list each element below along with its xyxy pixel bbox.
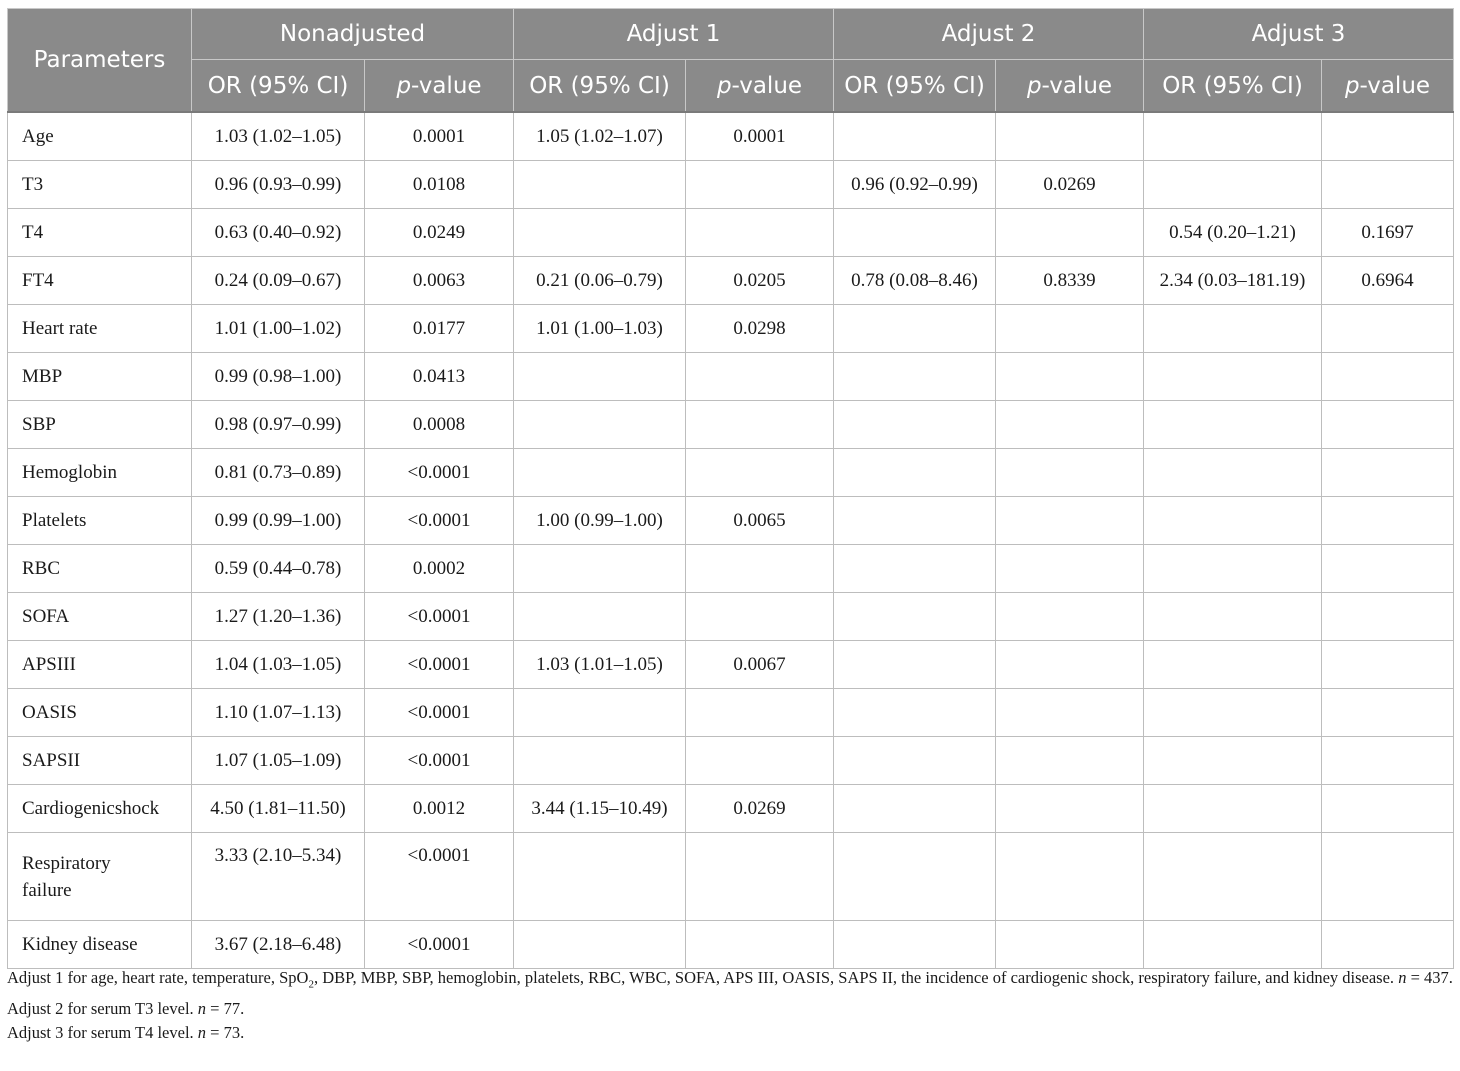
or-ci-cell bbox=[834, 545, 996, 593]
or-ci-cell: 1.04 (1.03–1.05) bbox=[192, 641, 365, 689]
or-ci-cell: 1.10 (1.07–1.13) bbox=[192, 689, 365, 737]
parameter-name: Heart rate bbox=[8, 305, 192, 353]
p-value-cell bbox=[686, 737, 834, 785]
or-ci-cell bbox=[834, 353, 996, 401]
header-p-value: p-value bbox=[996, 60, 1144, 113]
p-value-cell bbox=[1322, 497, 1454, 545]
p-value-cell: 0.0065 bbox=[686, 497, 834, 545]
header-p-value: p-value bbox=[686, 60, 834, 113]
header-group-adjust-3: Adjust 3 bbox=[1144, 9, 1454, 60]
p-value-cell: 0.0205 bbox=[686, 257, 834, 305]
p-value-cell bbox=[996, 641, 1144, 689]
or-ci-cell: 1.01 (1.00–1.02) bbox=[192, 305, 365, 353]
header-p-value: p-value bbox=[365, 60, 514, 113]
p-value-cell bbox=[1322, 305, 1454, 353]
table-row bbox=[8, 689, 1454, 737]
header-group-nonadjusted: Nonadjusted bbox=[192, 9, 514, 60]
p-value-cell bbox=[996, 785, 1144, 833]
p-value-cell bbox=[996, 593, 1144, 641]
or-ci-cell: 1.03 (1.02–1.05) bbox=[192, 112, 365, 161]
footnote-adjust-1: Adjust 1 for age, heart rate, temperature, SpO$_2$, DBP, MBP, SBP, hemoglobin, platelets, RBC, WBC, SOFA, APS III, OASIS, SAPS II, the incidence of cardiogenic shock, respiratory failure, and kidney disease. n = 437. bbox=[7, 968, 1453, 991]
or-ci-cell: 0.99 (0.99–1.00) bbox=[192, 497, 365, 545]
or-ci-cell bbox=[1144, 737, 1322, 785]
p-value-cell bbox=[996, 209, 1144, 257]
parameter-name: SAPSII bbox=[8, 737, 192, 785]
or-ci-cell bbox=[514, 209, 686, 257]
p-value-cell bbox=[996, 401, 1144, 449]
or-ci-cell bbox=[834, 689, 996, 737]
p-value-cell bbox=[686, 353, 834, 401]
header-or-ci: OR (95% CI) bbox=[514, 60, 686, 113]
or-ci-cell: 0.59 (0.44–0.78) bbox=[192, 545, 365, 593]
or-ci-cell: 3.33 (2.10–5.34) bbox=[192, 833, 365, 921]
p-value-cell: 0.1697 bbox=[1322, 209, 1454, 257]
parameter-name: MBP bbox=[8, 353, 192, 401]
or-ci-cell bbox=[834, 305, 996, 353]
or-ci-cell bbox=[1144, 833, 1322, 921]
p-value-cell bbox=[996, 689, 1144, 737]
table-row bbox=[8, 921, 1454, 969]
p-value-cell bbox=[686, 593, 834, 641]
table-row bbox=[8, 305, 1454, 353]
p-value-cell bbox=[1322, 545, 1454, 593]
parameter-name: T4 bbox=[8, 209, 192, 257]
parameter-name: Kidney disease bbox=[8, 921, 192, 969]
p-value-cell: 0.0001 bbox=[686, 112, 834, 161]
or-ci-cell: 1.27 (1.20–1.36) bbox=[192, 593, 365, 641]
p-value-cell bbox=[686, 689, 834, 737]
table-row bbox=[8, 641, 1454, 689]
or-ci-cell bbox=[514, 737, 686, 785]
p-value-cell bbox=[996, 833, 1144, 921]
p-value-cell: <0.0001 bbox=[365, 449, 514, 497]
p-value-cell: <0.0001 bbox=[365, 497, 514, 545]
p-value-cell: <0.0001 bbox=[365, 641, 514, 689]
parameter-name: Cardiogenicshock bbox=[8, 785, 192, 833]
p-value-cell: 0.0298 bbox=[686, 305, 834, 353]
p-value-cell bbox=[996, 305, 1144, 353]
table-row bbox=[8, 353, 1454, 401]
p-value-cell bbox=[686, 209, 834, 257]
parameter-name: Hemoglobin bbox=[8, 449, 192, 497]
table-row bbox=[8, 497, 1454, 545]
or-ci-cell bbox=[1144, 497, 1322, 545]
parameter-name: SOFA bbox=[8, 593, 192, 641]
table-row bbox=[8, 593, 1454, 641]
table-row bbox=[8, 785, 1454, 833]
or-ci-cell: 1.03 (1.01–1.05) bbox=[514, 641, 686, 689]
or-ci-cell bbox=[514, 545, 686, 593]
p-value-cell bbox=[996, 112, 1144, 161]
or-ci-cell: 2.34 (0.03–181.19) bbox=[1144, 257, 1322, 305]
or-ci-cell: 0.54 (0.20–1.21) bbox=[1144, 209, 1322, 257]
or-ci-cell bbox=[834, 737, 996, 785]
or-ci-cell: 0.99 (0.98–1.00) bbox=[192, 353, 365, 401]
p-value-cell: <0.0001 bbox=[365, 593, 514, 641]
parameter-name: SBP bbox=[8, 401, 192, 449]
odds-ratio-table bbox=[7, 8, 1454, 969]
p-value-cell: 0.0067 bbox=[686, 641, 834, 689]
or-ci-cell: 1.01 (1.00–1.03) bbox=[514, 305, 686, 353]
p-value-cell: 0.8339 bbox=[996, 257, 1144, 305]
p-value-cell bbox=[686, 545, 834, 593]
or-ci-cell bbox=[1144, 305, 1322, 353]
header-or-ci: OR (95% CI) bbox=[1144, 60, 1322, 113]
or-ci-cell: 0.81 (0.73–0.89) bbox=[192, 449, 365, 497]
or-ci-cell: 0.63 (0.40–0.92) bbox=[192, 209, 365, 257]
p-value-cell bbox=[996, 497, 1144, 545]
p-value-cell bbox=[996, 737, 1144, 785]
or-ci-cell bbox=[834, 593, 996, 641]
p-value-cell bbox=[686, 449, 834, 497]
p-value-cell: 0.0012 bbox=[365, 785, 514, 833]
p-value-cell bbox=[1322, 833, 1454, 921]
parameter-name: Age bbox=[8, 112, 192, 161]
p-value-cell: 0.0177 bbox=[365, 305, 514, 353]
or-ci-cell bbox=[834, 641, 996, 689]
p-value-cell: <0.0001 bbox=[365, 737, 514, 785]
or-ci-cell bbox=[834, 112, 996, 161]
p-value-cell bbox=[686, 161, 834, 209]
p-value-cell bbox=[996, 353, 1144, 401]
or-ci-cell bbox=[514, 401, 686, 449]
p-value-cell bbox=[1322, 737, 1454, 785]
p-value-cell: 0.0269 bbox=[996, 161, 1144, 209]
p-value-cell bbox=[1322, 401, 1454, 449]
or-ci-cell: 3.44 (1.15–10.49) bbox=[514, 785, 686, 833]
table-row bbox=[8, 737, 1454, 785]
p-value-cell: 0.0269 bbox=[686, 785, 834, 833]
table-row bbox=[8, 257, 1454, 305]
or-ci-cell: 1.00 (0.99–1.00) bbox=[514, 497, 686, 545]
or-ci-cell bbox=[834, 785, 996, 833]
header-or-ci: OR (95% CI) bbox=[192, 60, 365, 113]
or-ci-cell bbox=[514, 353, 686, 401]
or-ci-cell bbox=[1144, 545, 1322, 593]
p-value-cell: 0.0063 bbox=[365, 257, 514, 305]
p-value-cell: 0.0008 bbox=[365, 401, 514, 449]
p-value-cell: <0.0001 bbox=[365, 921, 514, 969]
parameter-name: T3 bbox=[8, 161, 192, 209]
or-ci-cell: 0.96 (0.92–0.99) bbox=[834, 161, 996, 209]
p-value-cell bbox=[1322, 921, 1454, 969]
or-ci-cell: 1.07 (1.05–1.09) bbox=[192, 737, 365, 785]
p-value-cell bbox=[996, 449, 1144, 497]
parameter-name: APSIII bbox=[8, 641, 192, 689]
or-ci-cell bbox=[514, 593, 686, 641]
or-ci-cell: 0.21 (0.06–0.79) bbox=[514, 257, 686, 305]
or-ci-cell bbox=[1144, 689, 1322, 737]
or-ci-cell bbox=[834, 449, 996, 497]
p-value-cell bbox=[996, 921, 1144, 969]
p-value-cell bbox=[1322, 689, 1454, 737]
results-table-container bbox=[7, 8, 1453, 969]
parameter-name: OASIS bbox=[8, 689, 192, 737]
p-value-cell: 0.6964 bbox=[1322, 257, 1454, 305]
or-ci-cell bbox=[514, 161, 686, 209]
header-group-adjust-1: Adjust 1 bbox=[514, 9, 834, 60]
p-value-cell: <0.0001 bbox=[365, 833, 514, 921]
parameter-name: Respiratory failure bbox=[8, 833, 192, 921]
p-value-cell bbox=[686, 921, 834, 969]
p-value-cell bbox=[1322, 449, 1454, 497]
p-value-cell bbox=[686, 401, 834, 449]
table-row bbox=[8, 112, 1454, 161]
or-ci-cell bbox=[1144, 449, 1322, 497]
parameter-name: Platelets bbox=[8, 497, 192, 545]
footnote-adjust-2: Adjust 2 for serum T3 level. n = 77. bbox=[7, 998, 245, 1018]
or-ci-cell bbox=[514, 921, 686, 969]
header-parameters: Parameters bbox=[8, 9, 192, 113]
or-ci-cell bbox=[834, 921, 996, 969]
p-value-cell: 0.0413 bbox=[365, 353, 514, 401]
p-value-cell bbox=[1322, 641, 1454, 689]
or-ci-cell: 0.24 (0.09–0.67) bbox=[192, 257, 365, 305]
p-value-cell: 0.0002 bbox=[365, 545, 514, 593]
or-ci-cell bbox=[514, 833, 686, 921]
or-ci-cell bbox=[1144, 785, 1322, 833]
p-value-cell bbox=[1322, 161, 1454, 209]
or-ci-cell: 1.05 (1.02–1.07) bbox=[514, 112, 686, 161]
or-ci-cell bbox=[1144, 641, 1322, 689]
p-value-cell: 0.0108 bbox=[365, 161, 514, 209]
or-ci-cell: 0.78 (0.08–8.46) bbox=[834, 257, 996, 305]
table-row bbox=[8, 545, 1454, 593]
or-ci-cell bbox=[514, 449, 686, 497]
or-ci-cell: 0.96 (0.93–0.99) bbox=[192, 161, 365, 209]
table-body bbox=[8, 112, 1454, 969]
table-row bbox=[8, 161, 1454, 209]
parameter-name: RBC bbox=[8, 545, 192, 593]
p-value-cell bbox=[1322, 785, 1454, 833]
or-ci-cell bbox=[1144, 112, 1322, 161]
footnote-adjust-3: Adjust 3 for serum T4 level. n = 73. bbox=[7, 1023, 245, 1043]
p-value-cell bbox=[1322, 353, 1454, 401]
header-or-ci: OR (95% CI) bbox=[834, 60, 996, 113]
or-ci-cell bbox=[834, 833, 996, 921]
table-footnote bbox=[7, 966, 1453, 1046]
p-value-cell: 0.0001 bbox=[365, 112, 514, 161]
or-ci-cell: 3.67 (2.18–6.48) bbox=[192, 921, 365, 969]
header-group-adjust-2: Adjust 2 bbox=[834, 9, 1144, 60]
p-value-cell bbox=[1322, 593, 1454, 641]
or-ci-cell: 0.98 (0.97–0.99) bbox=[192, 401, 365, 449]
or-ci-cell bbox=[834, 401, 996, 449]
or-ci-cell bbox=[1144, 401, 1322, 449]
or-ci-cell bbox=[1144, 161, 1322, 209]
or-ci-cell bbox=[1144, 353, 1322, 401]
table-row bbox=[8, 833, 1454, 921]
or-ci-cell bbox=[514, 689, 686, 737]
table-row bbox=[8, 449, 1454, 497]
header-p-value: p-value bbox=[1322, 60, 1454, 113]
table-row bbox=[8, 401, 1454, 449]
or-ci-cell: 4.50 (1.81–11.50) bbox=[192, 785, 365, 833]
or-ci-cell bbox=[1144, 921, 1322, 969]
p-value-cell bbox=[686, 833, 834, 921]
p-value-cell: <0.0001 bbox=[365, 689, 514, 737]
subheader-row bbox=[8, 60, 1454, 113]
p-value-cell: 0.0249 bbox=[365, 209, 514, 257]
parameter-name: FT4 bbox=[8, 257, 192, 305]
p-value-cell bbox=[1322, 112, 1454, 161]
or-ci-cell bbox=[1144, 593, 1322, 641]
p-value-cell bbox=[996, 545, 1144, 593]
or-ci-cell bbox=[834, 209, 996, 257]
table-row bbox=[8, 209, 1454, 257]
or-ci-cell bbox=[834, 497, 996, 545]
